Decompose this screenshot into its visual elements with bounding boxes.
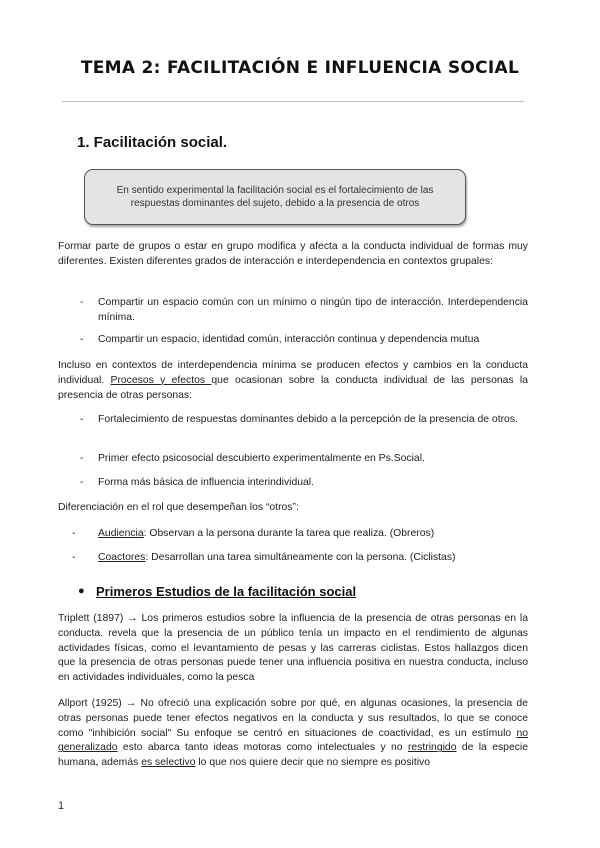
effects-paragraph [58, 359, 528, 403]
triplett-paragraph: Triplett (1897) → Los primeros estudios sobre la influencia de la presencia de otras personas en la conducta. revela que la presencia de un público tenía un impacto en el rendimiento de algunas actividades físicas, como el levantamiento de pesas y las carreras ciclistas. Estos hallazgos dicen que la presencia de otras personas puede tener una influencia positiva en nuestra conducta, incluso en actividades individuales, como la pesca [58, 613, 528, 684]
role-description: : Observan a la persona durante la tarea que realiza. (Obreros) [143, 528, 435, 539]
page-title: TEMA 2: FACILITACIÓN E INFLUENCIA SOCIAL [80, 58, 520, 78]
page-number: 1 [58, 800, 65, 812]
list-dash: - [80, 477, 84, 488]
list-dash: - [72, 552, 76, 563]
underlined-text: Procesos y efectos [110, 374, 212, 386]
list-item [98, 527, 528, 542]
underlined-text: es selectivo [141, 757, 196, 769]
definition-text: En sentido experimental la facilitación social es el fortalecimiento de las respuestas dominantes del sujeto, debido a la presencia de otros [116, 185, 434, 209]
paragraph-text: esto abarca tanto ideas motoras como intelectuales y no [117, 742, 408, 754]
section-heading: 1. Facilitación social. [77, 134, 228, 151]
list-item: Compartir un espacio común con un mínimo o ningún tipo de interacción. Interdependencia mínima. [98, 297, 528, 323]
list-dash: - [80, 414, 84, 425]
list-item: Forma más básica de influencia interindividual. [98, 477, 315, 488]
paragraph-text: que ocasionan sobre la conducta individual de las personas la presencia de otras personas: [58, 374, 528, 401]
role-term: Audiencia [98, 528, 144, 539]
list-item: Compartir un espacio, identidad común, interacción continua y dependencia mutua [98, 334, 480, 345]
underlined-text: restringido [407, 742, 457, 754]
list-item: Fortalecimiento de respuestas dominantes debido a la percepción de la presencia de otros. [98, 414, 518, 425]
roles-paragraph: Diferenciación en el rol que desempeñan los “otros”: [58, 502, 299, 513]
role-description: : Desarrollan una tarea simultáneamente con la persona. (Ciclistas) [145, 552, 456, 563]
list-dash: - [80, 334, 84, 345]
list-dash: - [72, 528, 76, 539]
paragraph-text: de la especie humana, además [58, 742, 529, 769]
definition-box [84, 169, 466, 225]
underlined-text: no generalizado [58, 727, 528, 754]
role-term: Coactores [98, 552, 146, 563]
paragraph-text: Allport (1925) → No ofreció una explicación sobre por qué, en algunas ocasiones, la presencia de otras personas puede tener efectos negativos en la conducta y sus resultados, lo que se conoce como "inhibición social" Su enfoque se centró en situaciones de coactividad, es un estímulo [58, 698, 528, 739]
list-item: Primer efecto psicosocial descubierto experimentalmente en Ps.Social. [98, 453, 425, 464]
allport-paragraph [58, 697, 528, 771]
list-dash: - [80, 297, 84, 308]
list-dash: - [80, 453, 84, 464]
paragraph-text: Incluso en contextos de interdependencia mínima se producen efectos y cambios en la conducta individual. [58, 360, 528, 386]
list-item [98, 551, 528, 566]
bullet-icon: ● [78, 585, 85, 597]
subsection-title: Primeros Estudios de la facilitación social [96, 584, 357, 599]
paragraph-text: lo que nos quiere decir que no siempre es positivo [195, 757, 430, 769]
intro-paragraph: Formar parte de grupos o estar en grupo modifica y afecta a la conducta individual de formas muy diferentes. Existen diferentes grados de interacción e interdependencia en contextos grupales: [58, 241, 528, 267]
title-divider [62, 101, 524, 102]
